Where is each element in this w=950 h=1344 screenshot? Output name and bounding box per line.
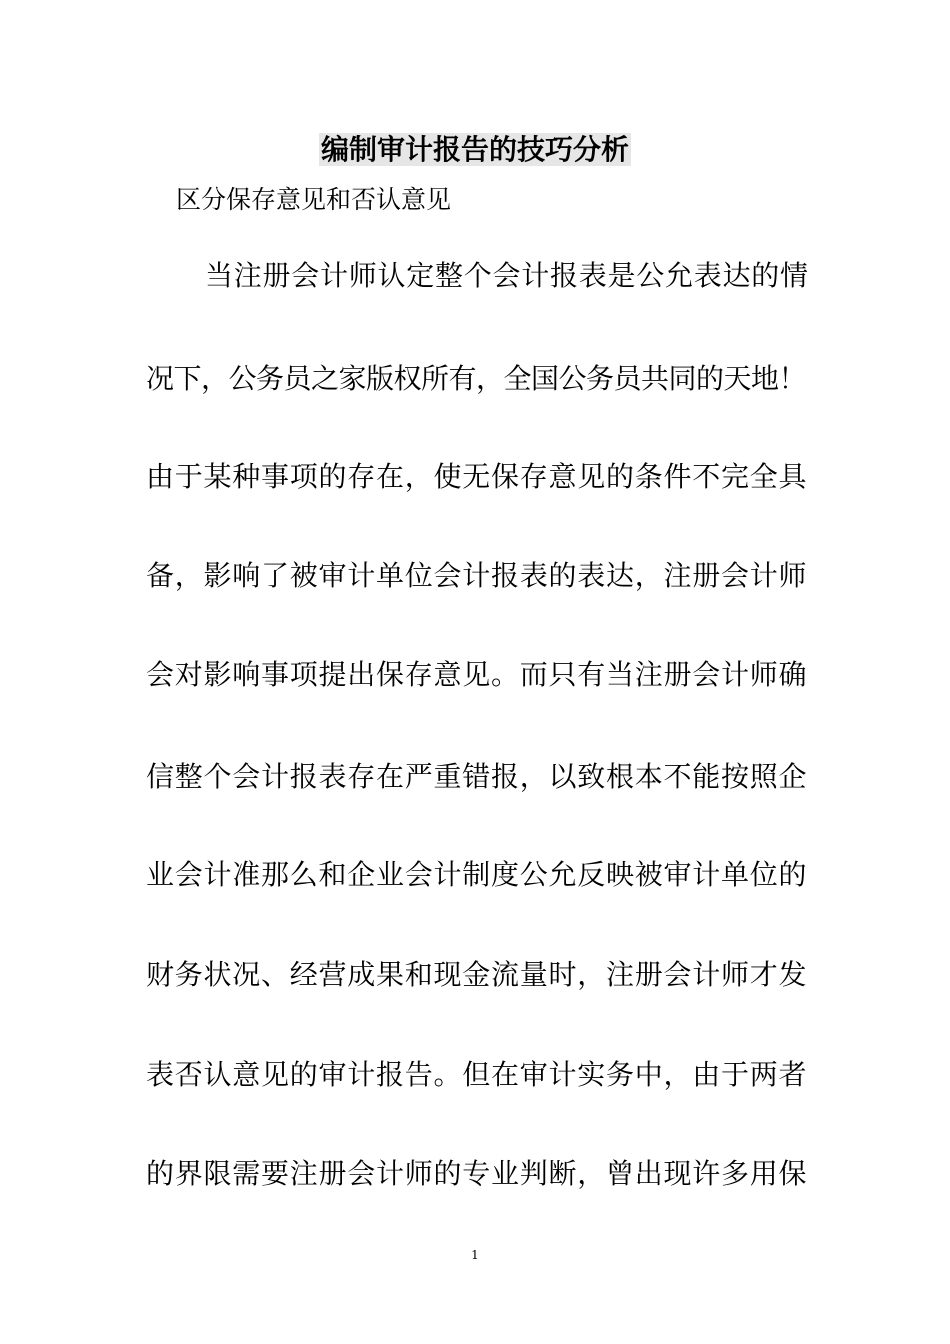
document-title-text: 编制审计报告的技巧分析 <box>320 133 629 166</box>
paragraph-line-6: 信整个会计报表存在严重错报，以致根本不能按照企 <box>146 760 808 793</box>
paragraph-line-5: 会对影响事项提出保存意见。而只有当注册会计师确 <box>146 658 808 691</box>
paragraph-line-4: 备，影响了被审计单位会计报表的表达，注册会计师 <box>146 559 808 592</box>
paragraph-line-3: 由于某种事项的存在，使无保存意见的条件不完全具 <box>146 460 808 493</box>
paragraph-line-9: 表否认意见的审计报告。但在审计实务中，由于两者 <box>146 1058 808 1091</box>
paragraph-line-1: 当注册会计师认定整个会计报表是公允表达的情 <box>205 259 809 292</box>
paragraph-line-8: 财务状况、经营成果和现金流量时，注册会计师才发 <box>146 958 808 991</box>
paragraph-line-7: 业会计准那么和企业会计制度公允反映被审计单位的 <box>146 858 808 891</box>
page-number: 1 <box>471 1248 479 1262</box>
section-heading: 区分保存意见和否认意见 <box>176 185 452 214</box>
paragraph-line-2: 况下，公务员之家版权所有，全国公务员共同的天地！ <box>146 362 807 395</box>
document-title <box>0 130 950 170</box>
paragraph-line-10: 的界限需要注册会计师的专业判断，曾出现许多用保 <box>146 1157 808 1190</box>
